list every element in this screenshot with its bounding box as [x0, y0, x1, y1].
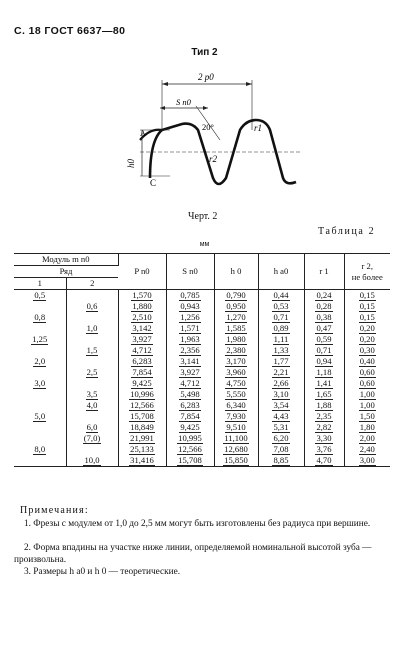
table-cell: 2,0 — [14, 356, 66, 367]
table-cell — [14, 345, 66, 356]
table-cell: 1,5 — [66, 345, 118, 356]
header-r2-line1: r 2, — [361, 260, 373, 271]
table-row — [14, 345, 390, 356]
table-cell: 10,0 — [66, 455, 118, 467]
table-cell: 31,416 — [118, 455, 166, 467]
table-cell: 0,89 — [258, 323, 304, 334]
label-angle: 20° — [202, 122, 214, 132]
table-cell: 0,8 — [14, 312, 66, 323]
table-cell: 18,849 — [118, 422, 166, 433]
table-cell: 0,15 — [359, 312, 375, 322]
table-cell — [14, 301, 66, 312]
table-cell: 1,00 — [359, 400, 375, 410]
table-row — [14, 455, 390, 467]
table-cell: 1,50 — [359, 411, 375, 421]
table-cell: (7,0) — [66, 433, 118, 444]
header-row1: 1 — [14, 278, 66, 290]
table-cell: 0,47 — [304, 323, 344, 334]
header-p: P n0 — [118, 254, 166, 290]
table-cell: 15,708 — [118, 411, 166, 422]
table-cell: 0,59 — [304, 334, 344, 345]
table-cell: 11,100 — [214, 433, 258, 444]
table-row — [14, 400, 390, 411]
table-cell: 9,425 — [166, 422, 214, 433]
table-row — [14, 378, 390, 389]
table-cell — [14, 400, 66, 411]
table-cell: 7,854 — [118, 367, 166, 378]
table-cell: 0,94 — [304, 356, 344, 367]
table-cell: 1,88 — [304, 400, 344, 411]
table-cell: 15,708 — [166, 455, 214, 467]
note-3: 3. Размеры h a0 и h 0 — теоретические. — [24, 567, 181, 577]
label-a: A — [140, 129, 146, 138]
table-cell: 2,66 — [258, 378, 304, 389]
table-cell: 1,570 — [118, 290, 166, 302]
table-cell: 6,283 — [118, 356, 166, 367]
table-cell: 5,550 — [214, 389, 258, 400]
header-modul: Модуль m n0 — [14, 254, 118, 266]
table-cell — [14, 323, 66, 334]
label-r1: r1 — [254, 123, 263, 133]
table-cell: 12,680 — [214, 444, 258, 455]
table-cell: 12,566 — [118, 400, 166, 411]
table-cell: 8,0 — [14, 444, 66, 455]
table-cell: 0,6 — [66, 301, 118, 312]
table-row — [14, 367, 390, 378]
table-cell: 1,571 — [166, 323, 214, 334]
table-cell: 8,85 — [258, 455, 304, 467]
table-cell: 6,283 — [166, 400, 214, 411]
table-row — [14, 323, 390, 334]
table-cell — [66, 334, 118, 345]
table-cell: 3,76 — [304, 444, 344, 455]
table-cell: 0,71 — [258, 312, 304, 323]
table-cell — [66, 378, 118, 389]
table-cell — [66, 290, 118, 302]
table-cell: 3,927 — [118, 334, 166, 345]
table-cell: 3,960 — [214, 367, 258, 378]
table-cell: 3,141 — [166, 356, 214, 367]
table-cell — [14, 455, 66, 467]
table-cell: 1,41 — [304, 378, 344, 389]
table-cell: 0,40 — [359, 356, 375, 366]
table-cell: 4,0 — [66, 400, 118, 411]
table-cell: 7,854 — [166, 411, 214, 422]
table-cell: 2,21 — [258, 367, 304, 378]
label-r2: r2 — [209, 154, 218, 164]
notes-title: Примечания: — [20, 505, 89, 516]
table-cell — [66, 444, 118, 455]
table-cell: 4,43 — [258, 411, 304, 422]
table-cell: 0,950 — [214, 301, 258, 312]
table-cell — [66, 356, 118, 367]
table-cell: 9,425 — [118, 378, 166, 389]
table-cell: 0,785 — [166, 290, 214, 302]
table-cell: 0,790 — [214, 290, 258, 302]
table-row — [14, 444, 390, 455]
table-row — [14, 290, 390, 302]
table-cell: 2,35 — [304, 411, 344, 422]
table-cell: 2,00 — [359, 433, 375, 443]
table-cell: 1,880 — [118, 301, 166, 312]
table-cell: 3,10 — [258, 389, 304, 400]
note-2: 2. Форма впадины на участке ниже линии, определяемой номинальной высотой зуба — произвольна. — [14, 543, 372, 565]
table-cell: 2,82 — [304, 422, 344, 433]
table-cell — [14, 422, 66, 433]
table-cell: 0,20 — [359, 323, 375, 333]
table-cell: 1,25 — [14, 334, 66, 345]
table-cell: 0,15 — [359, 301, 375, 311]
figure-caption: Черт. 2 — [188, 211, 218, 222]
table-cell — [66, 312, 118, 323]
table-cell: 2,356 — [166, 345, 214, 356]
table-cell: 3,0 — [14, 378, 66, 389]
header-r2-line2: не более — [351, 271, 383, 282]
label-c: C — [150, 178, 157, 188]
table-cell: 0,24 — [304, 290, 344, 302]
table-cell: 15,850 — [214, 455, 258, 467]
table-cell: 0,5 — [14, 290, 66, 302]
note-1: 1. Фрезы с модулем от 1,0 до 2,5 мм могут быть изготовлены без радиуса при вершине. — [24, 519, 371, 529]
table-cell: 0,60 — [359, 367, 375, 377]
table-cell: 4,712 — [118, 345, 166, 356]
figure-type-title: Тип 2 — [191, 47, 218, 58]
table-cell: 0,38 — [304, 312, 344, 323]
table-cell: 0,20 — [359, 334, 375, 344]
table-cell: 2,40 — [359, 444, 375, 454]
header-h: h 0 — [214, 254, 258, 290]
table-cell: 9,510 — [214, 422, 258, 433]
table-cell: 4,750 — [214, 378, 258, 389]
table-cell: 1,65 — [304, 389, 344, 400]
table-cell: 6,0 — [66, 422, 118, 433]
table-cell: 5,0 — [14, 411, 66, 422]
table-row — [14, 389, 390, 400]
table-cell: 0,60 — [359, 378, 375, 388]
table-cell: 12,566 — [166, 444, 214, 455]
table-cell: 1,77 — [258, 356, 304, 367]
label-dim-s: S n0 — [176, 97, 191, 107]
table-label: Таблица 2 — [318, 226, 376, 237]
table-cell: 3,30 — [304, 433, 344, 444]
table-cell: 6,340 — [214, 400, 258, 411]
page-header: С. 18 ГОСТ 6637—80 — [14, 25, 126, 37]
header-row: Ряд — [14, 266, 118, 278]
table-row — [14, 312, 390, 323]
header-ha: h a0 — [258, 254, 304, 290]
table-cell: 7,930 — [214, 411, 258, 422]
table-cell: 0,71 — [304, 345, 344, 356]
dimensions-table — [14, 253, 390, 467]
table-cell: 0,28 — [304, 301, 344, 312]
table-cell — [14, 389, 66, 400]
table-cell: 3,170 — [214, 356, 258, 367]
table-cell: 1,0 — [66, 323, 118, 334]
table-cell: 1,33 — [258, 345, 304, 356]
table-cell — [14, 367, 66, 378]
table-cell: 3,142 — [118, 323, 166, 334]
table-cell: 4,70 — [304, 455, 344, 467]
table-body — [14, 290, 390, 467]
unit-label: мм — [199, 241, 210, 248]
table-cell: 3,00 — [344, 455, 390, 467]
table-cell: 0,53 — [258, 301, 304, 312]
table-cell: 21,991 — [118, 433, 166, 444]
table-cell: 1,80 — [359, 422, 375, 432]
table-cell: 1,00 — [359, 389, 375, 399]
table-cell: 1,18 — [304, 367, 344, 378]
table-cell: 2,5 — [66, 367, 118, 378]
table-cell: 6,20 — [258, 433, 304, 444]
table-row — [14, 334, 390, 345]
table-cell: 0,30 — [359, 345, 375, 355]
table-cell: 1,11 — [258, 334, 304, 345]
table-row — [14, 356, 390, 367]
table-cell: 10,996 — [118, 389, 166, 400]
header-r1: r 1 — [304, 254, 344, 290]
table-cell: 4,712 — [166, 378, 214, 389]
table-cell: 5,498 — [166, 389, 214, 400]
table-cell: 0,44 — [258, 290, 304, 302]
table-cell — [66, 411, 118, 422]
table-cell: 25,133 — [118, 444, 166, 455]
table-cell: 3,927 — [166, 367, 214, 378]
table-row — [14, 301, 390, 312]
table-cell: 7,08 — [258, 444, 304, 455]
table-row — [14, 433, 390, 444]
table-cell: 3,54 — [258, 400, 304, 411]
table-cell: 1,256 — [166, 312, 214, 323]
table-cell: 1,980 — [214, 334, 258, 345]
table-row — [14, 422, 390, 433]
table-cell: 0,15 — [359, 290, 375, 300]
table-cell: 1,963 — [166, 334, 214, 345]
table-cell: 2,510 — [118, 312, 166, 323]
table-row — [14, 411, 390, 422]
header-r2 — [344, 254, 390, 290]
header-row2: 2 — [66, 278, 118, 290]
table-cell: 2,380 — [214, 345, 258, 356]
label-h: h0 — [126, 159, 136, 168]
header-s: S n0 — [166, 254, 214, 290]
table-cell: 0,943 — [166, 301, 214, 312]
table-cell: 1,585 — [214, 323, 258, 334]
label-dim-top: 2 p0 — [198, 72, 214, 82]
table-cell: 1,270 — [214, 312, 258, 323]
table-cell: 10,995 — [166, 433, 214, 444]
table-cell: 5,31 — [258, 422, 304, 433]
table-cell — [14, 433, 66, 444]
tooth-profile-drawing — [0, 0, 409, 210]
table-cell: 3,5 — [66, 389, 118, 400]
